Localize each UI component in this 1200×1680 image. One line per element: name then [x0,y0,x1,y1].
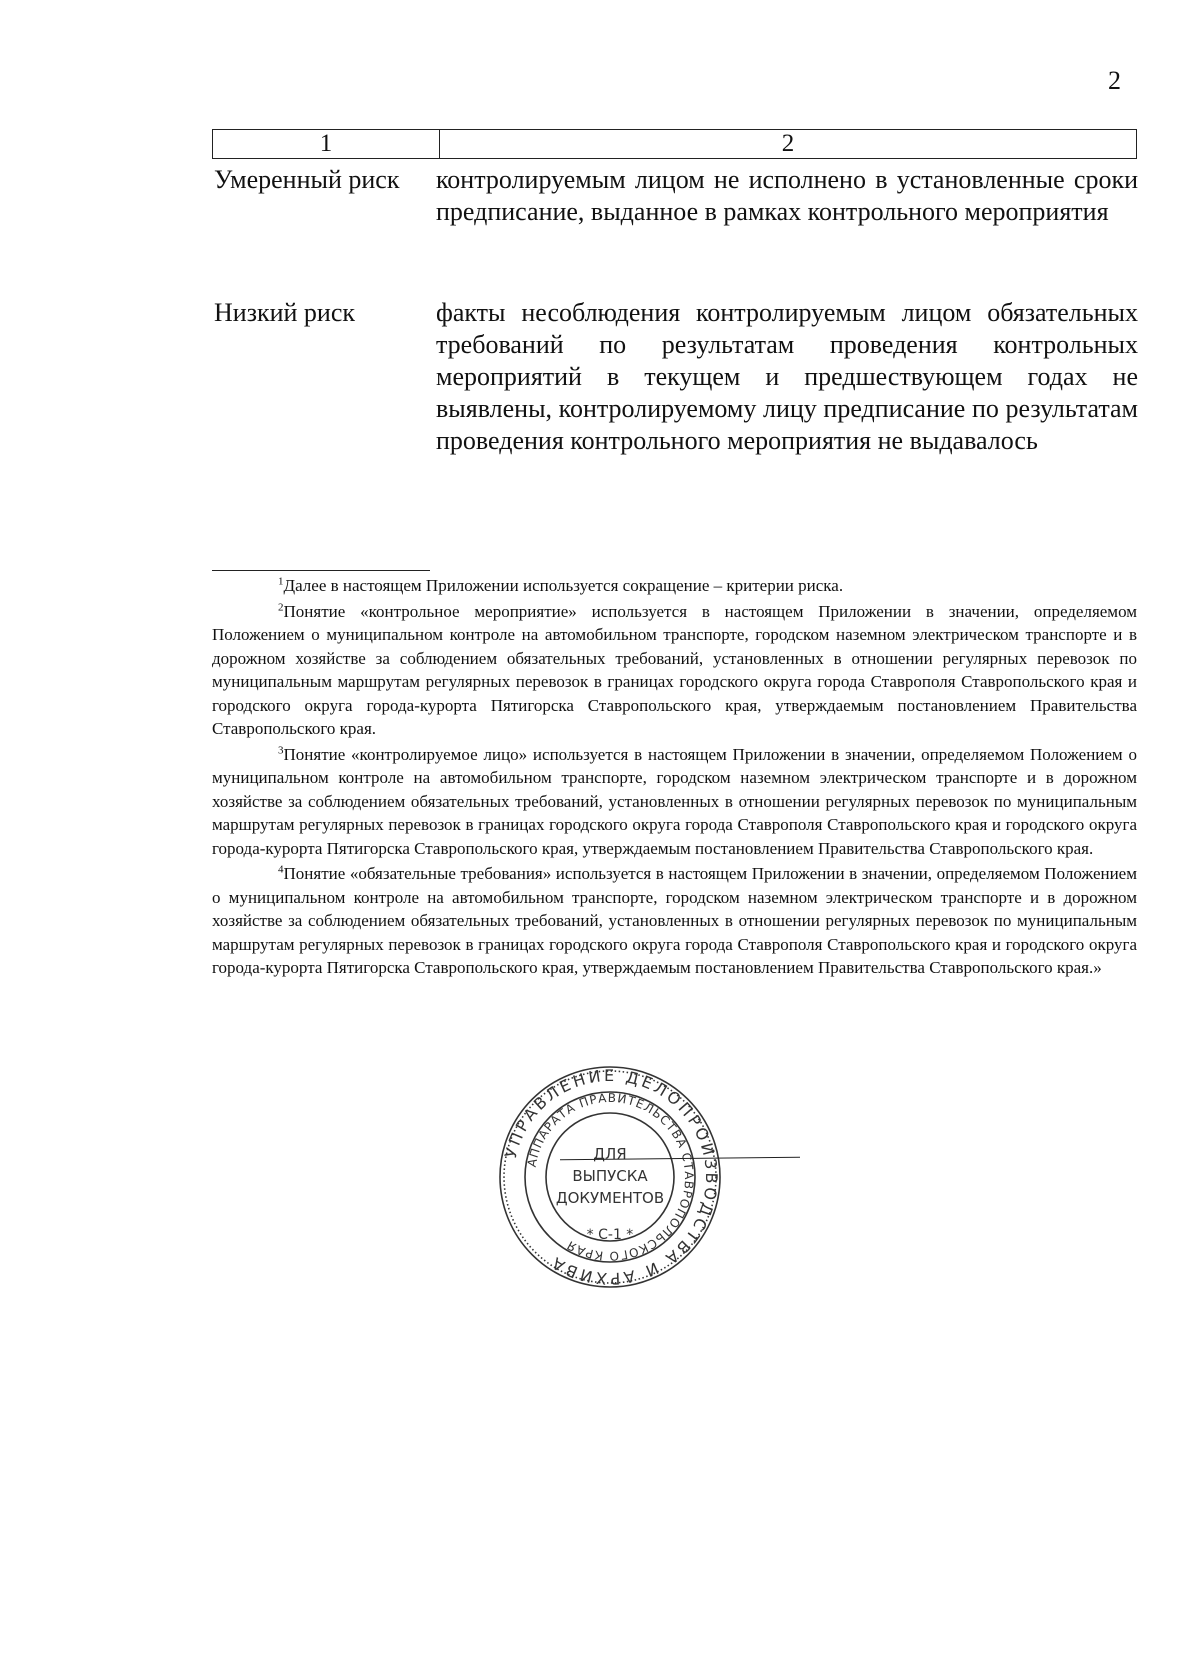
footnote-text: Понятие «контролируемое лицо» используется в настоящем Приложении в значении, определяемом Положением о муниципальном контроле на автомобильном транспорте, городском наземном электрическом транспорте и в дорожном хозяйстве за соблюдением обязательных требований, установленных в отношении регулярных перевозок по муниципальным маршрутам регулярных перевозок в границах городского округа города Ставрополя Ставропольского края и городского округа города-курорта Пятигорска Ставропольского края, утверждаемым постановлением Правительства Ставропольского края. [212,744,1137,858]
official-seal [496,1063,724,1291]
footnote-mark: 1 [278,575,284,588]
footnotes [212,574,1137,982]
seal-outer-text: УПРАВЛЕНИЕ ДЕЛОПРОИЗВОДСТВА И АРХИВА [500,1065,722,1289]
column-header-2: 2 [781,130,795,157]
footnote-text: Далее в настоящем Приложении используется сокращение – критерии риска. [283,576,844,595]
footnote-mark: 2 [278,600,284,613]
table-header [212,129,1137,159]
seal-code: * С-1 * [586,1227,634,1243]
column-header-1: 1 [213,130,440,158]
risk-criterion: контролируемым лицом не исполнено в установленные сроки предписание, выданное в рамках контрольного мероприятия [436,165,1138,226]
footnote [212,743,1137,861]
seal-center-line: ДОКУМЕНТОВ [555,1189,665,1207]
page-number: 2 [1108,66,1121,95]
footnote-mark: 3 [278,743,284,756]
table-row [214,164,1138,228]
footnote [212,600,1137,741]
risk-level: Низкий риск [214,298,356,327]
footnote-text: Понятие «обязательные требования» используется в настоящем Приложении в значении, определяемом Положением о муниципальном контроле на автомобильном транспорте, городском наземном электрическом транспорте и в дорожном хозяйстве за соблюдением обязательных требований, установленных в отношении регулярных перевозок по муниципальным маршрутам регулярных перевозок в границах городского округа города Ставрополя Ставропольского края и городского округа города-курорта Пятигорска Ставропольского края, утверждаемым постановлением Правительства Ставропольского края.» [212,864,1137,977]
seal-inner-text: АППАРАТА ПРАВИТЕЛЬСТВА СТАВРОПОЛЬСКОГО КРАЯ [524,1090,697,1264]
footnote [212,574,1137,598]
seal-center-line: ДЛЯ [593,1145,627,1163]
footnote [212,862,1137,980]
seal-center-line: ВЫПУСКА [572,1167,648,1185]
footnote-mark: 4 [278,863,284,876]
table-row [214,297,1138,457]
footnote-text: Понятие «контрольное мероприятие» используется в настоящем Приложении в значении, определяемом Положением о муниципальном контроле на автомобильном транспорте, городском наземном электрическом транспорте и в дорожном хозяйстве за соблюдением обязательных требований, установленных в отношении регулярных перевозок по муниципальным маршрутам регулярных перевозок в границах городского округа города Ставрополя Ставропольского края и городского округа города-курорта Пятигорска Ставропольского края, утверждаемым постановлением Правительства Ставропольского края. [212,601,1137,738]
footnote-separator [212,570,430,571]
risk-criterion: факты несоблюдения контролируемым лицом обязательных требований по результатам проведения контрольных мероприятий в текущем и предшествующем годах не выявлены, контролируемому лицу предписание по результатам проведения контрольного мероприятия не выдавалось [436,298,1138,455]
risk-level: Умеренный риск [214,165,400,194]
